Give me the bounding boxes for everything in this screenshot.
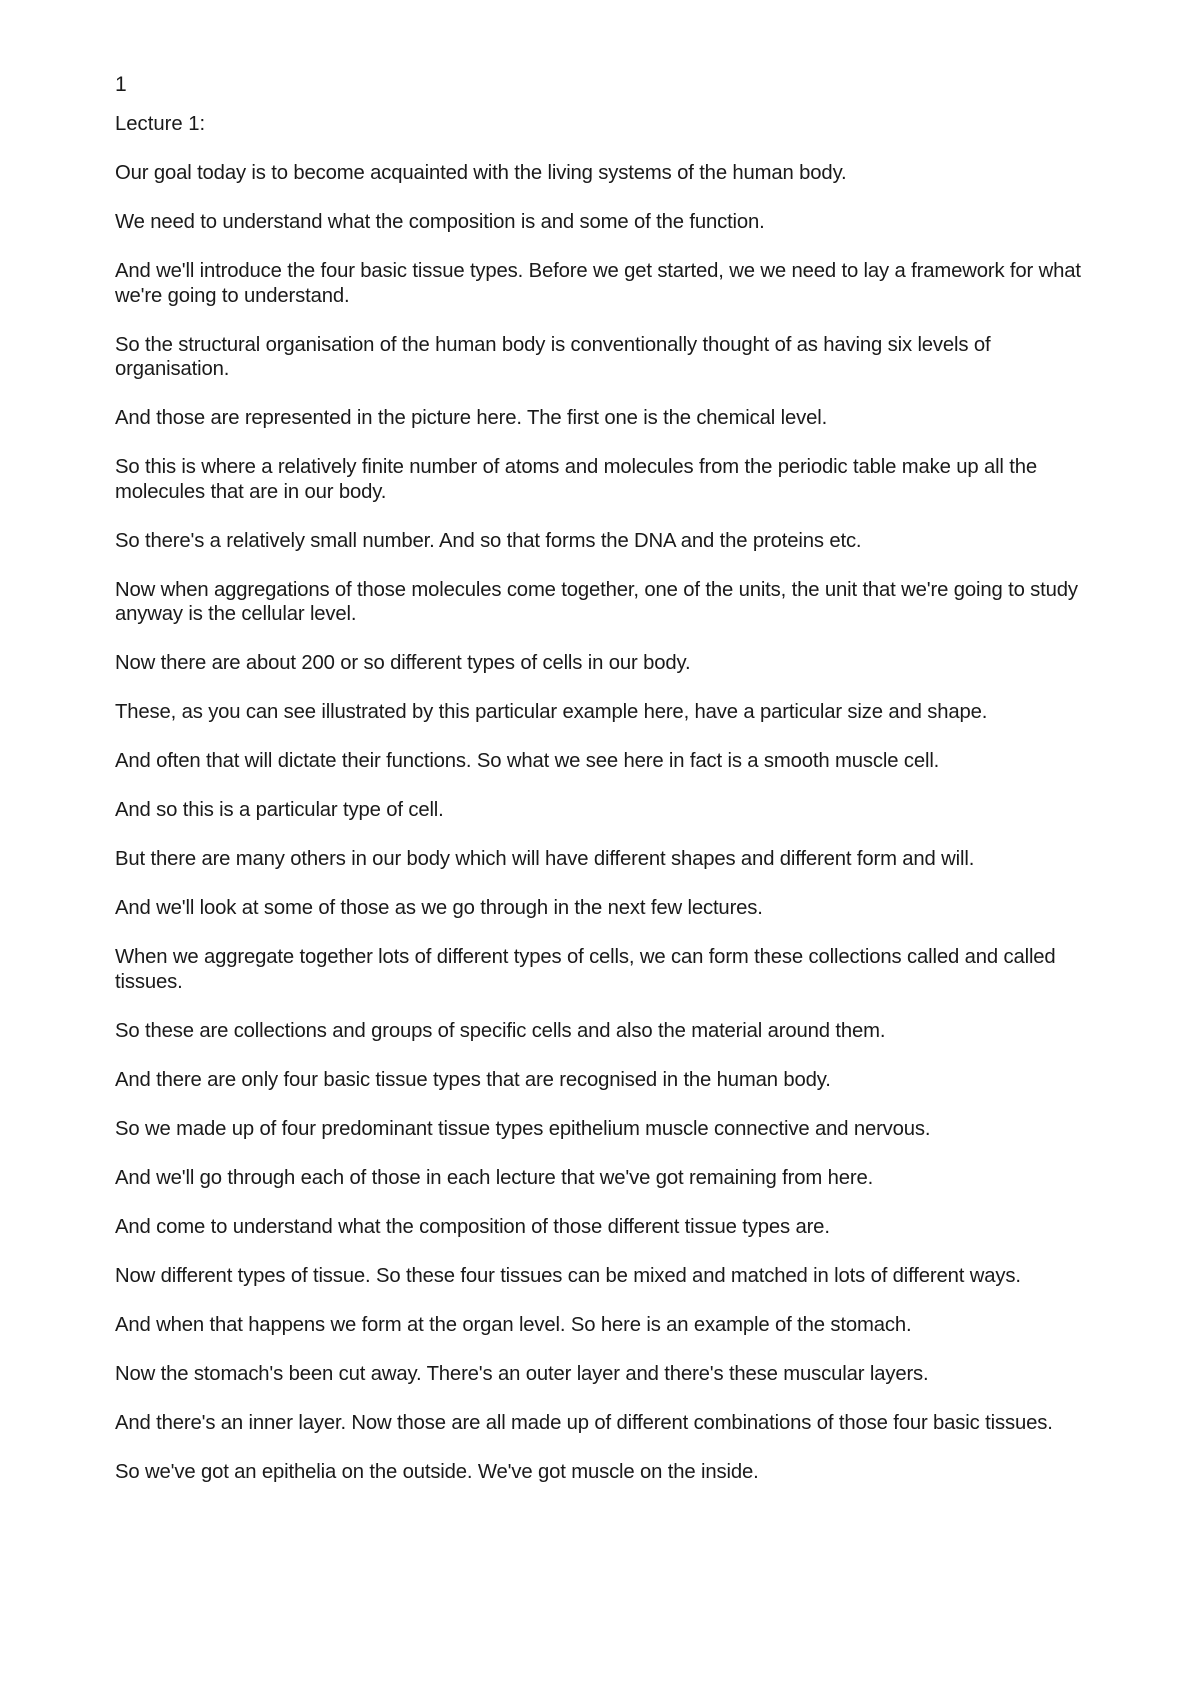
paragraph: Our goal today is to become acquainted with the living systems of the human body. — [115, 162, 847, 184]
paragraph: And we'll look at some of those as we go through in the next few lectures. — [115, 897, 763, 919]
paragraph: So there's a relatively small number. And so that forms the DNA and the proteins etc. — [115, 529, 862, 552]
paragraph: These, as you can see illustrated by this particular example here, have a particular size and shape. — [115, 701, 988, 723]
paragraph: So these are collections and groups of specific cells and also the material around them. — [115, 1019, 886, 1042]
paragraph: So the structural organisation of the human body is conventionally thought of as having six levels of organisation. — [115, 333, 991, 380]
paragraph: When we aggregate together lots of different types of cells, we can form these collections called and called tissues. — [115, 946, 1056, 993]
paragraph: And so this is a particular type of cell. — [115, 799, 444, 821]
paragraph: And there's an inner layer. Now those are all made up of different combinations of those four basic tissues. — [115, 1411, 1053, 1434]
paragraph: So this is where a relatively finite number of atoms and molecules from the periodic table make up all the molecules that are in our body. — [115, 456, 1038, 503]
paragraph: So we've got an epithelia on the outside. We've got muscle on the inside. — [115, 1460, 759, 1483]
page-number: 1 — [115, 73, 127, 96]
paragraph: And often that will dictate their functions. So what we see here in fact is a smooth muscle cell. — [115, 750, 940, 772]
paragraph: Now different types of tissue. So these four tissues can be mixed and matched in lots of different ways. — [115, 1264, 1021, 1287]
paragraph: So we made up of four predominant tissue types epithelium muscle connective and nervous. — [115, 1117, 931, 1140]
lecture-title: Lecture 1: — [115, 113, 206, 135]
paragraph: Now there are about 200 or so different types of cells in our body. — [115, 652, 691, 674]
paragraph: And we'll go through each of those in each lecture that we've got remaining from here. — [115, 1166, 874, 1189]
paragraph: And when that happens we form at the organ level. So here is an example of the stomach. — [115, 1313, 912, 1336]
paragraph: But there are many others in our body which will have different shapes and different form and will. — [115, 848, 975, 870]
paragraph: We need to understand what the composition is and some of the function. — [115, 211, 765, 233]
paragraph: Now when aggregations of those molecules come together, one of the units, the unit that we're going to study anyway is the cellular level. — [115, 578, 1078, 625]
paragraph: And we'll introduce the four basic tissue types. Before we get started, we we need to lay a framework for what we're going to understand. — [115, 260, 1081, 307]
paragraph: And come to understand what the composition of those different tissue types are. — [115, 1215, 830, 1238]
document-body — [115, 112, 1100, 1509]
paragraph: And there are only four basic tissue types that are recognised in the human body. — [115, 1068, 831, 1091]
paragraph: And those are represented in the picture here. The first one is the chemical level. — [115, 407, 828, 429]
paragraph: Now the stomach's been cut away. There's an outer layer and there's these muscular layers. — [115, 1362, 929, 1385]
